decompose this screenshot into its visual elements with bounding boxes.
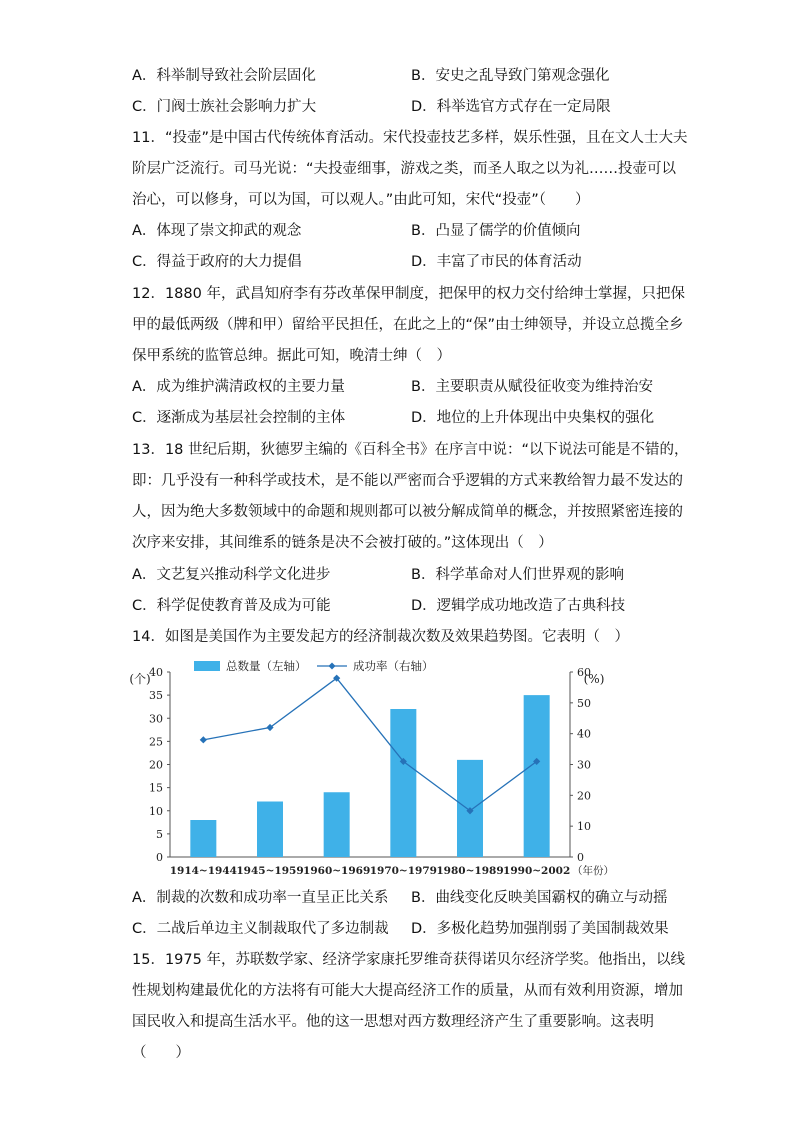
q13-stem-line: 次序来安排，其间维系的链条是决不会被打破的。”这体现出（ ） [132, 535, 553, 551]
x-tick-label: 1970~1979 [369, 865, 437, 877]
q15-stem-line: 国民收入和提高生活水平。他的这一思想对西方数理经济产生了重要影响。这表明 [132, 1014, 654, 1030]
x-tick-label: 1960~1969 [303, 865, 371, 877]
bar-total-count [524, 695, 550, 857]
x-tick-label: 1914~1944 [169, 865, 237, 877]
q11-option-a: A．体现了崇文抑武的观念 [132, 223, 302, 239]
bar-total-count [190, 820, 216, 857]
legend-bar-swatch [194, 661, 220, 671]
q14-option-d: D．多极化趋势加强削弱了美国制裁效果 [411, 921, 669, 937]
right-tick-label: 30 [577, 758, 591, 772]
success-rate-line [203, 678, 536, 811]
q11-option-b: B．凸显了儒学的价值倾向 [411, 223, 581, 239]
q12-option-b: B．主要职责从赋役征收变为维持治安 [411, 379, 653, 395]
q12-option-a: A．成为维护满清政权的主要力量 [132, 379, 345, 395]
right-axis-unit: (%) [583, 672, 605, 686]
right-tick-label: 50 [577, 696, 591, 710]
x-tick-label: 1990~2002 [503, 865, 571, 877]
q12-option-d: D．地位的上升体现出中央集权的强化 [411, 410, 655, 426]
q11-option-d: D．丰富了市民的体育活动 [411, 254, 582, 270]
left-tick-label: 10 [149, 804, 163, 818]
q11-stem-line: 治心，可以修身，可以为国，可以观人。”由此可知，宋代“投壶”（ ） [132, 192, 590, 208]
chart-line-series [200, 675, 541, 815]
q11-stem-line: 阶层广泛流行。司马光说：“夫投壶细事，游戏之类，而圣人取之以为礼……投壶可以 [132, 161, 677, 177]
left-tick-label: 40 [149, 666, 163, 679]
q13-stem-line: 人，因为绝大多数领域中的命题和规则都可以被分解成简单的概念，并按照紧密连接的 [132, 504, 683, 520]
q13-option-b: B．科学革命对人们世界观的影响 [411, 567, 624, 583]
success-rate-point [200, 736, 207, 743]
left-tick-label: 20 [149, 758, 163, 772]
left-axis-unit: (个) [129, 672, 151, 686]
q12-option-c: C．逐渐成为基层社会控制的主体 [132, 410, 346, 426]
bar-total-count [390, 709, 416, 857]
q13-option-d: D．逻辑学成功地改造了古典科技 [411, 598, 626, 614]
q15-stem-line: （ ） [132, 1045, 190, 1061]
q14-option-b: B．曲线变化反映美国霸权的确立与动摇 [411, 890, 668, 906]
q14-option-a: A．制裁的次数和成功率一直呈正比关系 [132, 890, 389, 906]
q11-stem-line: 11．“投壶”是中国古代传统体育活动。宋代投壶技艺多样，娱乐性强，且在文人士大夫 [132, 130, 688, 146]
q12-stem-line: 12．1880 年，武昌知府李有芬改革保甲制度，把保甲的权力交付给绅士掌握，只把保 [132, 286, 685, 302]
left-tick-label: 5 [156, 827, 163, 841]
q13-option-a: A．文艺复兴推动科学文化进步 [132, 567, 331, 583]
x-tick-label: 1980~1989 [436, 865, 504, 877]
left-tick-label: 0 [156, 851, 163, 864]
q12-stem-line: 保甲系统的监管总绅。据此可知，晚清士绅（ ） [132, 348, 451, 364]
right-tick-label: 40 [577, 727, 591, 741]
q13-stem-line: 13．18 世纪后期，狄德罗主编的《百科全书》在序言中说：“以下说法可能是不错的， [132, 442, 689, 458]
legend-line-label: 成功率（右轴） [353, 659, 434, 673]
q14-stem-line: 14．如图是美国作为主要发起方的经济制裁次数及效果趋势图。它表明（ ） [132, 629, 629, 645]
q11-option-c: C．得益于政府的大力提倡 [132, 254, 302, 270]
right-tick-label: 60 [577, 666, 591, 679]
right-tick-label: 0 [577, 851, 584, 864]
left-tick-label: 15 [149, 781, 163, 795]
q10-option-c: C．门阀士族社会影响力扩大 [132, 99, 317, 115]
q13-stem-line: 即：几乎没有一种科学或技术，是不能以严密而合乎逻辑的方式来教给智力最不发达的 [132, 473, 683, 489]
x-axis-unit: （年份） [572, 865, 614, 877]
sanction-chart [122, 658, 622, 880]
left-tick-label: 25 [149, 735, 163, 749]
q15-stem-line: 15．1975 年，苏联数学家、经济学家康托罗维奇获得诺贝尔经济学奖。他指出，以线 [132, 952, 685, 968]
right-tick-label: 20 [577, 789, 591, 803]
q10-option-b: B．安史之乱导致门第观念强化 [411, 68, 610, 84]
bar-total-count [257, 802, 283, 858]
q14-option-c: C．二战后单边主义制裁取代了多边制裁 [132, 921, 389, 937]
q15-stem-line: 性规划构建最优化的方法将有可能大大提高经济工作的质量，从而有效利用资源，增加 [132, 983, 683, 999]
right-tick-label: 10 [577, 820, 591, 834]
q10-option-d: D．科举选官方式存在一定局限 [411, 99, 611, 115]
q10-option-a: A．科举制导致社会阶层固化 [132, 68, 316, 84]
chart-legend [194, 659, 434, 673]
legend-line-marker [329, 663, 336, 670]
left-tick-label: 30 [149, 712, 163, 726]
left-tick-label: 35 [149, 689, 163, 703]
legend-bar-label: 总数量（左轴） [226, 659, 307, 673]
q13-option-c: C．科学促使教育普及成为可能 [132, 598, 331, 614]
x-tick-label: 1945~1959 [236, 865, 304, 877]
q12-stem-line: 甲的最低两级（牌和甲）留给平民担任，在此之上的“保”由士绅领导，并设立总揽全乡 [132, 317, 684, 333]
bar-total-count [324, 792, 350, 857]
